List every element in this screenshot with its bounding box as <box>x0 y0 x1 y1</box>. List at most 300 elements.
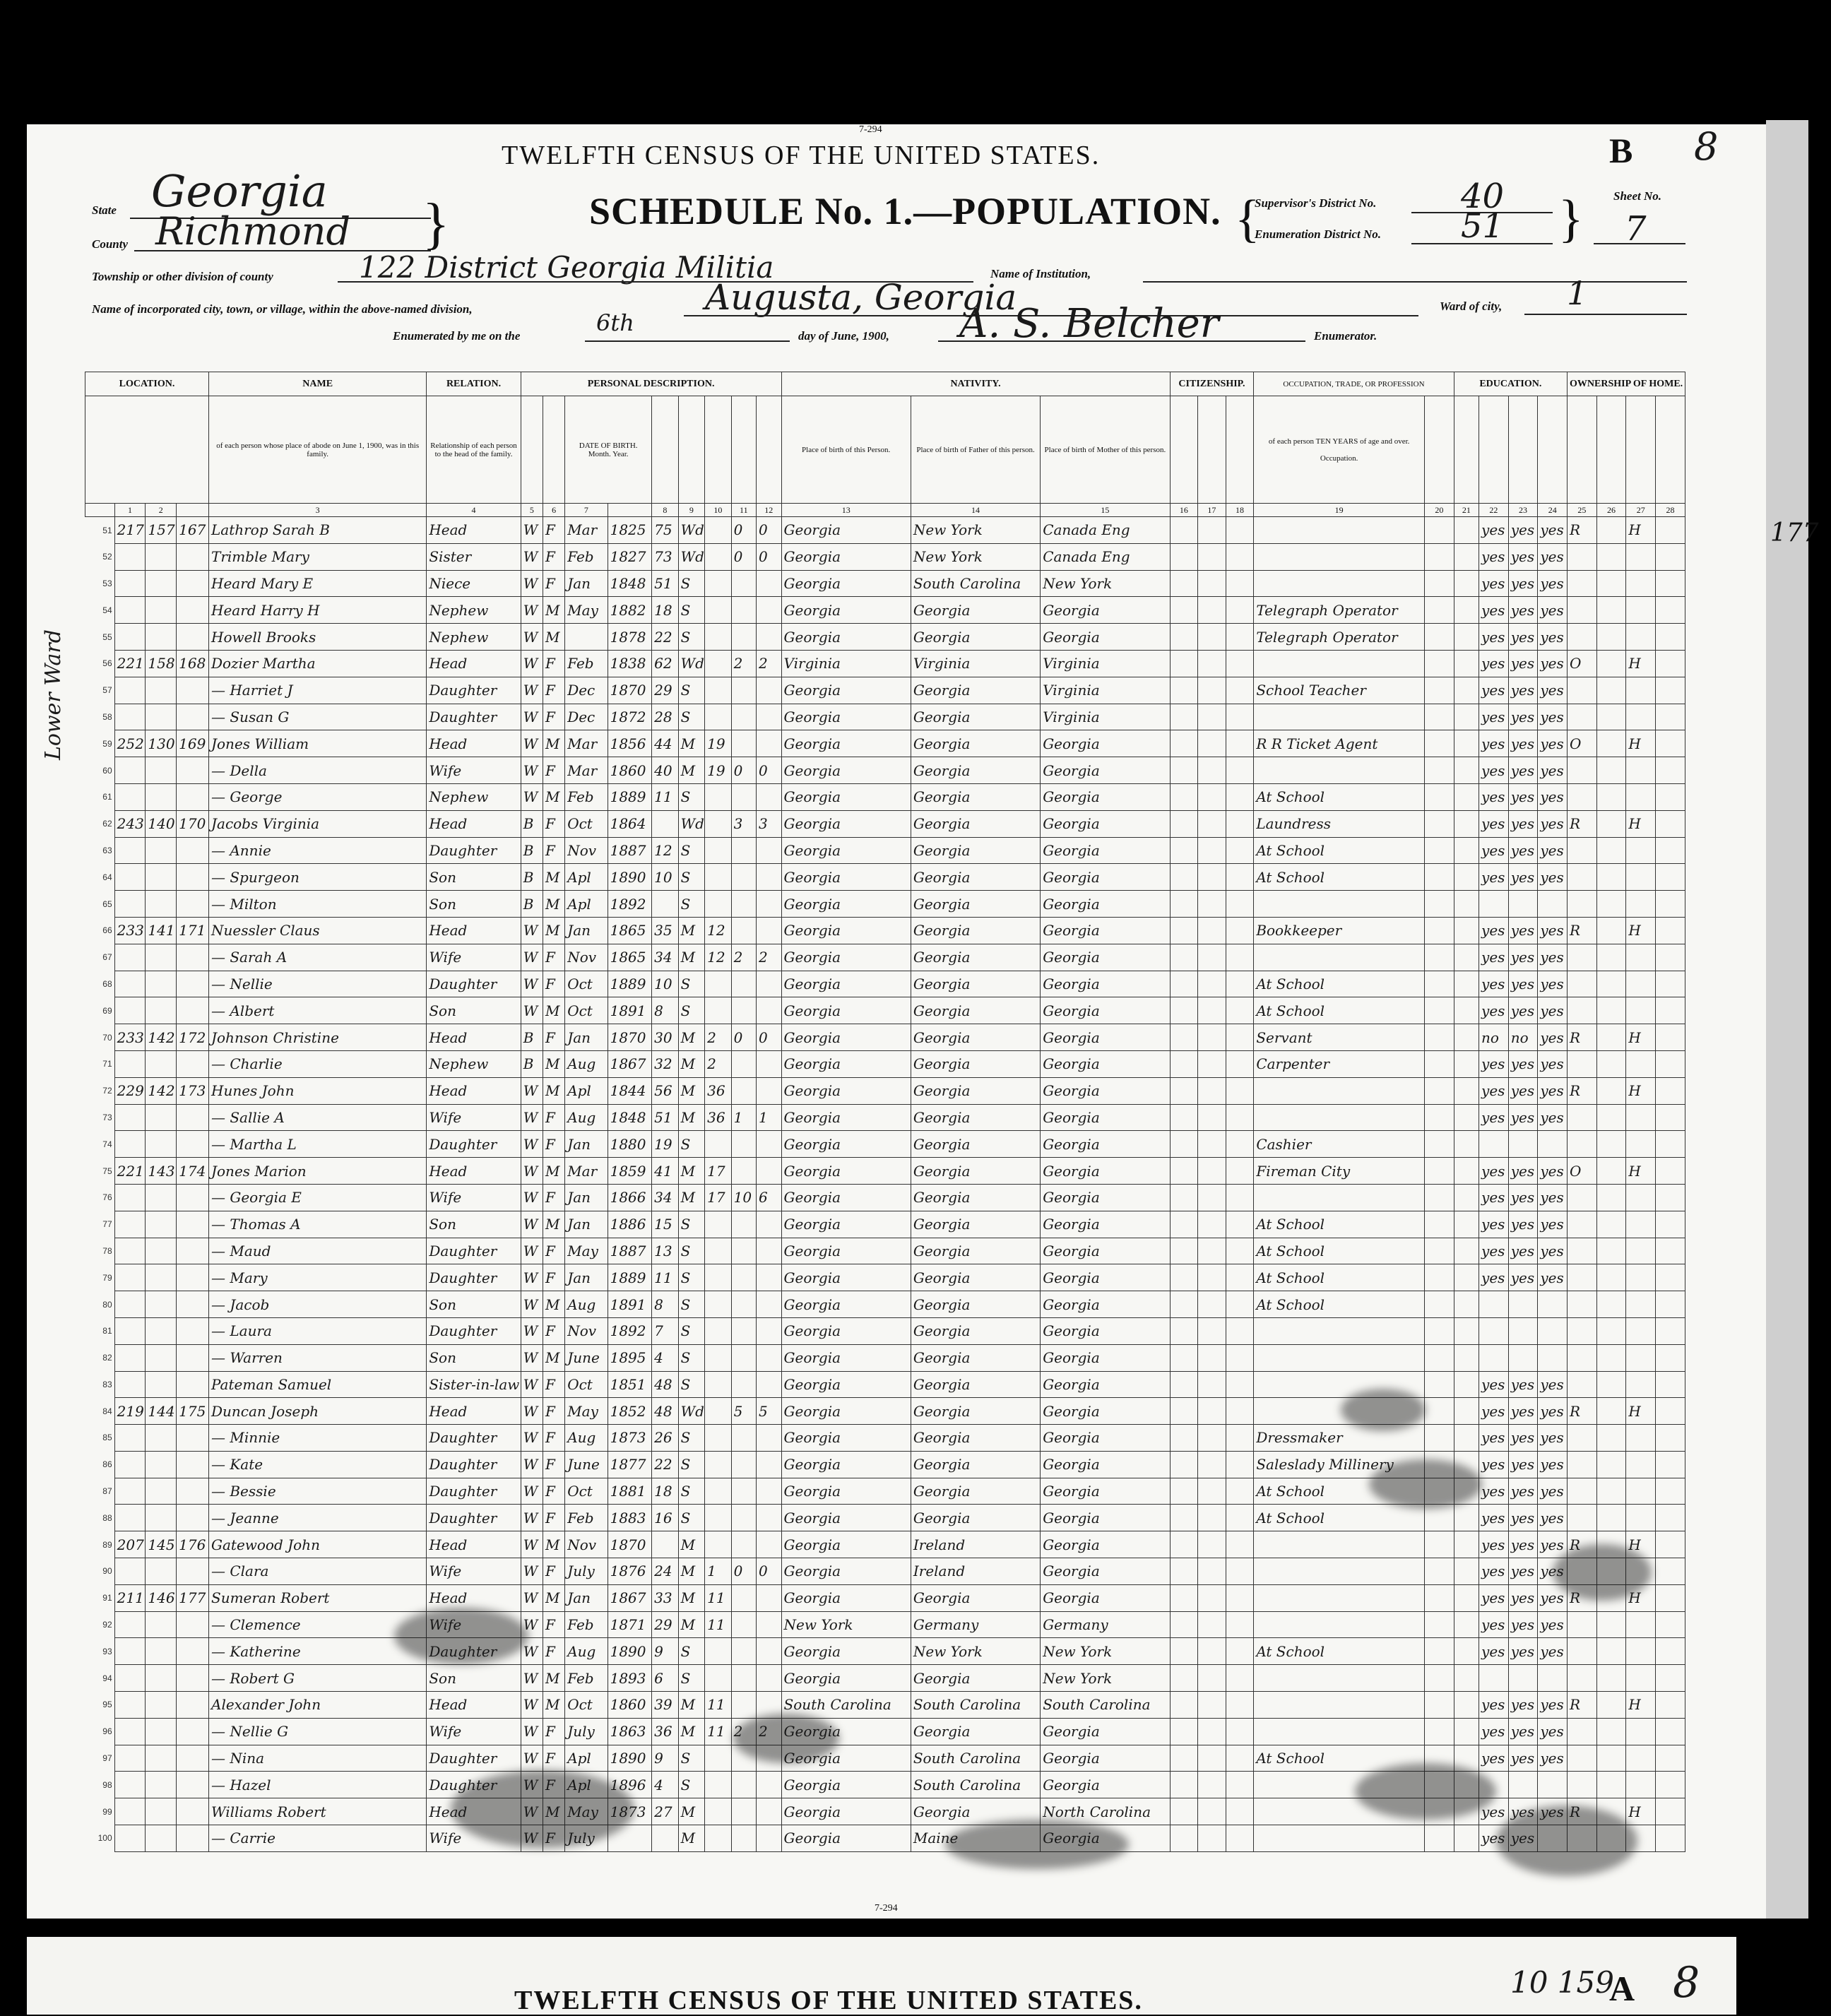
footer-form-code: 7-294 <box>875 1903 898 1914</box>
cell-sex: F <box>543 1825 564 1852</box>
cell-birth: Georgia <box>781 810 911 837</box>
cell-house <box>114 757 146 784</box>
scan-edge <box>1766 120 1808 1928</box>
cell-marital: S <box>678 891 705 918</box>
cell-empty <box>1170 1184 1198 1211</box>
cell-birth: Georgia <box>781 997 911 1024</box>
cell-birth: Georgia <box>781 570 911 597</box>
cell-read: yes <box>1479 810 1509 837</box>
col-group-citizenship: CITIZENSHIP. <box>1170 372 1254 396</box>
cell-sex: F <box>543 1505 564 1531</box>
table-row <box>85 650 1685 677</box>
table-row <box>85 677 1685 704</box>
cell-marital: S <box>678 1772 705 1798</box>
cell-occupation: Telegraph Operator <box>1254 624 1425 651</box>
cell-empty <box>1424 1264 1454 1291</box>
cell-english: yes <box>1538 837 1568 864</box>
cell-occupation <box>1254 1611 1425 1638</box>
cell-name: Lathrop Sarah B <box>209 517 427 544</box>
cell-empty <box>1656 570 1685 597</box>
cell-occupation <box>1254 1184 1425 1211</box>
cell-read <box>1479 1665 1509 1692</box>
cell-empty <box>1198 1317 1226 1344</box>
cell-children <box>731 1425 756 1452</box>
table-row <box>85 971 1685 997</box>
cell-empty <box>1424 1638 1454 1665</box>
cell-birth: Georgia <box>781 1478 911 1505</box>
cell-relation: Wife <box>427 1611 521 1638</box>
cell-name: — Nina <box>209 1745 427 1772</box>
cell-mother: Germany <box>1041 1611 1170 1638</box>
cell-house <box>114 570 146 597</box>
cell-race: B <box>521 864 543 891</box>
cell-sex: M <box>543 783 564 810</box>
cell-children <box>731 597 756 624</box>
cell-living <box>757 1050 782 1077</box>
cell-children <box>731 677 756 704</box>
cell-occupation: At School <box>1254 1264 1425 1291</box>
cell-month: Oct <box>565 997 608 1024</box>
cell-english: yes <box>1538 1638 1568 1665</box>
cell-dwelling <box>146 1558 177 1585</box>
cell-race: B <box>521 1050 543 1077</box>
cell-age: 16 <box>652 1505 679 1531</box>
cell-read: yes <box>1479 757 1509 784</box>
cell-empty <box>1198 1745 1226 1772</box>
table-row <box>85 917 1685 944</box>
cell-marital: S <box>678 1451 705 1478</box>
cell-month: Apl <box>565 864 608 891</box>
cell-owned: R <box>1568 1024 1597 1051</box>
cell-father: Georgia <box>911 864 1040 891</box>
cell-age: 75 <box>652 517 679 544</box>
cell-marital: S <box>678 1638 705 1665</box>
table-row <box>85 1184 1685 1211</box>
cell-read <box>1479 891 1509 918</box>
cell-empty <box>1454 1718 1479 1745</box>
cell-occupation: At School <box>1254 1238 1425 1264</box>
cell-farm: H <box>1626 517 1656 544</box>
cell-house <box>114 704 146 730</box>
cell-empty <box>1454 1317 1479 1344</box>
cell-sex: M <box>543 997 564 1024</box>
cell-read: yes <box>1479 783 1509 810</box>
cell-empty <box>1656 997 1685 1024</box>
table-row <box>85 1238 1685 1264</box>
cell-empty <box>1424 1291 1454 1318</box>
cell-dwelling <box>146 1291 177 1318</box>
cell-marital: M <box>678 1184 705 1211</box>
cell-english: yes <box>1538 1478 1568 1505</box>
cell-race: W <box>521 1104 543 1131</box>
cell-empty <box>1656 1104 1685 1131</box>
cell-empty <box>1226 677 1254 704</box>
name-desc: of each person whose place of abode on June 1, 1900, was in this family. <box>209 396 427 504</box>
cell-farm: H <box>1626 1692 1656 1719</box>
cell-mother: Georgia <box>1041 1104 1170 1131</box>
cell-birth: Virginia <box>781 650 911 677</box>
cell-empty <box>1170 971 1198 997</box>
cell-empty <box>1170 570 1198 597</box>
cell-living <box>757 624 782 651</box>
cell-children: 0 <box>731 1024 756 1051</box>
cell-farm <box>1626 891 1656 918</box>
cell-empty <box>1226 1264 1254 1291</box>
cell-owned <box>1568 1505 1597 1531</box>
cell-occupation: Dressmaker <box>1254 1425 1425 1452</box>
next-sheet-corner: 8 <box>1673 1958 1700 2008</box>
cell-relation: Head <box>427 650 521 677</box>
cell-birth: Georgia <box>781 1317 911 1344</box>
cell-occupation <box>1254 543 1425 570</box>
cell-occupation <box>1254 944 1425 971</box>
cell-age: 41 <box>652 1158 679 1185</box>
cell-name: — Martha L <box>209 1131 427 1158</box>
cell-empty <box>1170 1531 1198 1558</box>
cell-empty <box>1226 1371 1254 1398</box>
cell-marital: S <box>678 597 705 624</box>
line-number: 60 <box>102 765 112 776</box>
cell-name: — Sarah A <box>209 944 427 971</box>
table-row <box>85 757 1685 784</box>
cell-year: 1870 <box>608 1024 652 1051</box>
cell-children <box>731 1584 756 1611</box>
cell-farm: H <box>1626 730 1656 757</box>
cell-english: yes <box>1538 1584 1568 1611</box>
cell-owned: R <box>1568 1584 1597 1611</box>
cell-sex: F <box>543 650 564 677</box>
cell-year: 1892 <box>608 891 652 918</box>
cell-age: 4 <box>652 1772 679 1798</box>
cell-age: 51 <box>652 570 679 597</box>
cell-empty <box>1454 1425 1479 1452</box>
cell-farm <box>1626 1478 1656 1505</box>
cell-month: Feb <box>565 650 608 677</box>
cell-owned <box>1568 1451 1597 1478</box>
cell-sex: M <box>543 624 564 651</box>
cell-mother: Georgia <box>1041 1184 1170 1211</box>
cell-birth: Georgia <box>781 1718 911 1745</box>
cell-empty <box>1170 1104 1198 1131</box>
cell-children <box>731 1638 756 1665</box>
cell-empty <box>1226 650 1254 677</box>
cell-year: 1851 <box>608 1371 652 1398</box>
cell-mother: Georgia <box>1041 1238 1170 1264</box>
cell-race: B <box>521 837 543 864</box>
cell-farm <box>1626 1425 1656 1452</box>
cell-dwelling <box>146 1211 177 1238</box>
cell-english: yes <box>1538 730 1568 757</box>
cell-mother: Georgia <box>1041 1478 1170 1505</box>
cell-birth: Georgia <box>781 1638 911 1665</box>
cell-birth: Georgia <box>781 1798 911 1825</box>
cell-year: 1848 <box>608 570 652 597</box>
cell-family <box>177 1745 209 1772</box>
cell-family <box>177 757 209 784</box>
cell-relation: Son <box>427 891 521 918</box>
cell-father: Georgia <box>911 1024 1040 1051</box>
cell-empty <box>1198 1024 1226 1051</box>
cell-sex: F <box>543 1451 564 1478</box>
cell-month: Oct <box>565 971 608 997</box>
cell-family: 171 <box>177 917 209 944</box>
cell-month: Nov <box>565 944 608 971</box>
cell-children <box>731 837 756 864</box>
cell-yrs-married: 19 <box>705 757 732 784</box>
cell-marital: S <box>678 1264 705 1291</box>
cell-write: yes <box>1508 1584 1538 1611</box>
line-number: 61 <box>102 792 112 802</box>
cell-house <box>114 1425 146 1452</box>
cell-age: 28 <box>652 704 679 730</box>
cell-empty <box>1198 1451 1226 1478</box>
cell-mother: Georgia <box>1041 1825 1170 1852</box>
cell-farm: H <box>1626 1798 1656 1825</box>
line-number: 83 <box>102 1379 112 1389</box>
cell-relation: Son <box>427 1344 521 1371</box>
cell-father: Georgia <box>911 624 1040 651</box>
table-row <box>85 570 1685 597</box>
cell-empty <box>1226 570 1254 597</box>
cell-age: 12 <box>652 837 679 864</box>
cell-birth: Georgia <box>781 1291 911 1318</box>
cell-write: yes <box>1508 1558 1538 1585</box>
cell-empty <box>1656 704 1685 730</box>
cell-race: W <box>521 624 543 651</box>
cell-marital: Wd <box>678 517 705 544</box>
cell-empty <box>1424 1425 1454 1452</box>
cell-children <box>731 1825 756 1852</box>
cell-dwelling <box>146 783 177 810</box>
col-group-nativity: NATIVITY. <box>781 372 1170 396</box>
cell-house <box>114 1371 146 1398</box>
cell-mother: Georgia <box>1041 1077 1170 1104</box>
cell-read <box>1479 1291 1509 1318</box>
cell-year: 1895 <box>608 1344 652 1371</box>
cell-house <box>114 597 146 624</box>
line-number: 93 <box>102 1646 112 1656</box>
cell-marital: S <box>678 971 705 997</box>
cell-relation: Wife <box>427 944 521 971</box>
cell-owned <box>1568 1131 1597 1158</box>
cell-empty <box>1198 1478 1226 1505</box>
cell-owned <box>1568 1238 1597 1264</box>
cell-year: 1859 <box>608 1158 652 1185</box>
cell-empty <box>1226 1184 1254 1211</box>
cell-name: — Katherine <box>209 1638 427 1665</box>
cell-age: 18 <box>652 597 679 624</box>
cell-relation: Head <box>427 1798 521 1825</box>
cell-owned <box>1568 704 1597 730</box>
cell-year: 1893 <box>608 1665 652 1692</box>
cell-empty <box>1656 1158 1685 1185</box>
cell-relation: Son <box>427 1211 521 1238</box>
cell-birth: Georgia <box>781 971 911 997</box>
cell-english: yes <box>1538 1451 1568 1478</box>
cell-age: 13 <box>652 1238 679 1264</box>
cell-read: yes <box>1479 677 1509 704</box>
cell-empty <box>1454 1665 1479 1692</box>
cell-write <box>1508 1665 1538 1692</box>
cell-read: yes <box>1479 704 1509 730</box>
cell-empty <box>1454 944 1479 971</box>
cell-empty <box>1656 1077 1685 1104</box>
cell-marital: M <box>678 1158 705 1185</box>
occupation-desc: of each person TEN YEARS of age and over. Occupation. <box>1254 396 1425 504</box>
dob-label: DATE OF BIRTH. <box>579 441 638 450</box>
cell-occupation: At School <box>1254 1291 1425 1318</box>
cell-owned <box>1568 1772 1597 1798</box>
cell-farm <box>1626 997 1656 1024</box>
cell-marital: S <box>678 864 705 891</box>
cell-empty <box>1454 1238 1479 1264</box>
cell-empty <box>1454 597 1479 624</box>
sheet-label: Sheet No. <box>1613 189 1661 203</box>
cell-family <box>177 1798 209 1825</box>
cell-owned <box>1568 677 1597 704</box>
cell-family <box>177 1050 209 1077</box>
cell-occupation: At School <box>1254 971 1425 997</box>
cell-farm <box>1626 783 1656 810</box>
cell-empty <box>1198 891 1226 918</box>
cell-family: 173 <box>177 1077 209 1104</box>
cell-english: yes <box>1538 1371 1568 1398</box>
cell-yrs-married <box>705 1505 732 1531</box>
sheet-letter: B <box>1609 131 1633 170</box>
cell-children <box>731 1772 756 1798</box>
cell-empty <box>1656 1611 1685 1638</box>
cell-living <box>757 1131 782 1158</box>
cell-month: Jan <box>565 917 608 944</box>
cell-empty <box>1656 517 1685 544</box>
cell-english: yes <box>1538 517 1568 544</box>
cell-empty <box>1424 1584 1454 1611</box>
cell-occupation <box>1254 704 1425 730</box>
cell-children <box>731 1077 756 1104</box>
cell-empty <box>1596 917 1626 944</box>
cell-year: 1865 <box>608 917 652 944</box>
cell-father: Georgia <box>911 1798 1040 1825</box>
cell-yrs-married: 36 <box>705 1104 732 1131</box>
cell-year: 1867 <box>608 1584 652 1611</box>
cell-occupation <box>1254 1665 1425 1692</box>
cell-name: Trimble Mary <box>209 543 427 570</box>
cell-empty <box>1198 1718 1226 1745</box>
cell-marital: M <box>678 1050 705 1077</box>
cell-empty <box>1198 997 1226 1024</box>
cell-house: 221 <box>114 650 146 677</box>
cell-empty <box>1198 1398 1226 1425</box>
cell-empty <box>1226 624 1254 651</box>
cell-read: yes <box>1479 917 1509 944</box>
cell-empty <box>1656 917 1685 944</box>
cell-empty <box>1596 1398 1626 1425</box>
cell-relation: Head <box>427 810 521 837</box>
line-number: 85 <box>102 1433 112 1443</box>
cell-living <box>757 783 782 810</box>
cell-sex: M <box>543 1665 564 1692</box>
cell-year: 1863 <box>608 1718 652 1745</box>
cell-empty <box>1170 517 1198 544</box>
line-number: 62 <box>102 819 112 829</box>
cell-empty <box>1198 1638 1226 1665</box>
cell-empty <box>1198 517 1226 544</box>
cell-age: 11 <box>652 1264 679 1291</box>
cell-children: 10 <box>731 1184 756 1211</box>
cell-birth: Georgia <box>781 1584 911 1611</box>
cell-empty <box>1596 837 1626 864</box>
cell-write: yes <box>1508 1238 1538 1264</box>
cell-relation: Son <box>427 1291 521 1318</box>
cell-age: 29 <box>652 1611 679 1638</box>
cell-empty <box>1198 1291 1226 1318</box>
cell-name: — Georgia E <box>209 1184 427 1211</box>
cell-empty <box>1454 1104 1479 1131</box>
cell-empty <box>1596 570 1626 597</box>
cell-empty <box>1454 1584 1479 1611</box>
cell-living <box>757 1238 782 1264</box>
cell-empty <box>1596 944 1626 971</box>
cell-write: no <box>1508 1024 1538 1051</box>
cell-year: 1882 <box>608 597 652 624</box>
cell-empty <box>1596 1371 1626 1398</box>
cell-occupation <box>1254 1718 1425 1745</box>
cell-empty <box>1170 1077 1198 1104</box>
enumerator-name: A. S. Belcher <box>959 301 1219 347</box>
cell-name: — Albert <box>209 997 427 1024</box>
cell-name: — Nellie G <box>209 1718 427 1745</box>
cell-empty <box>1226 1344 1254 1371</box>
cell-family <box>177 704 209 730</box>
cell-age <box>652 810 679 837</box>
cell-name: Sumeran Robert <box>209 1584 427 1611</box>
cell-empty <box>1226 1478 1254 1505</box>
cell-month: Apl <box>565 891 608 918</box>
cell-empty <box>1226 1398 1254 1425</box>
cell-empty <box>1656 1665 1685 1692</box>
cell-race: W <box>521 757 543 784</box>
cell-family <box>177 1718 209 1745</box>
cell-farm <box>1626 1772 1656 1798</box>
cell-empty <box>1596 1077 1626 1104</box>
cell-birth: Georgia <box>781 917 911 944</box>
cell-empty <box>1226 1050 1254 1077</box>
cell-month: July <box>565 1558 608 1585</box>
cell-empty <box>1226 1772 1254 1798</box>
table-row <box>85 1077 1685 1104</box>
cell-sex: F <box>543 1745 564 1772</box>
cell-race: W <box>521 1718 543 1745</box>
sheet-value: 7 <box>1625 209 1647 249</box>
cell-empty <box>1424 1211 1454 1238</box>
line-number: 78 <box>102 1245 112 1256</box>
cell-empty <box>1454 864 1479 891</box>
line-number: 99 <box>102 1806 112 1817</box>
cell-family <box>177 1104 209 1131</box>
cell-living: 0 <box>757 1024 782 1051</box>
cell-yrs-married <box>705 1238 732 1264</box>
cell-dwelling <box>146 1478 177 1505</box>
cell-yrs-married <box>705 1398 732 1425</box>
cell-empty <box>1454 1531 1479 1558</box>
cell-age: 39 <box>652 1692 679 1719</box>
cell-owned <box>1568 624 1597 651</box>
cell-mother: Georgia <box>1041 1451 1170 1478</box>
cell-mother: Georgia <box>1041 783 1170 810</box>
cell-year: 1881 <box>608 1478 652 1505</box>
cell-occupation <box>1254 1692 1425 1719</box>
cell-birth: Georgia <box>781 1211 911 1238</box>
